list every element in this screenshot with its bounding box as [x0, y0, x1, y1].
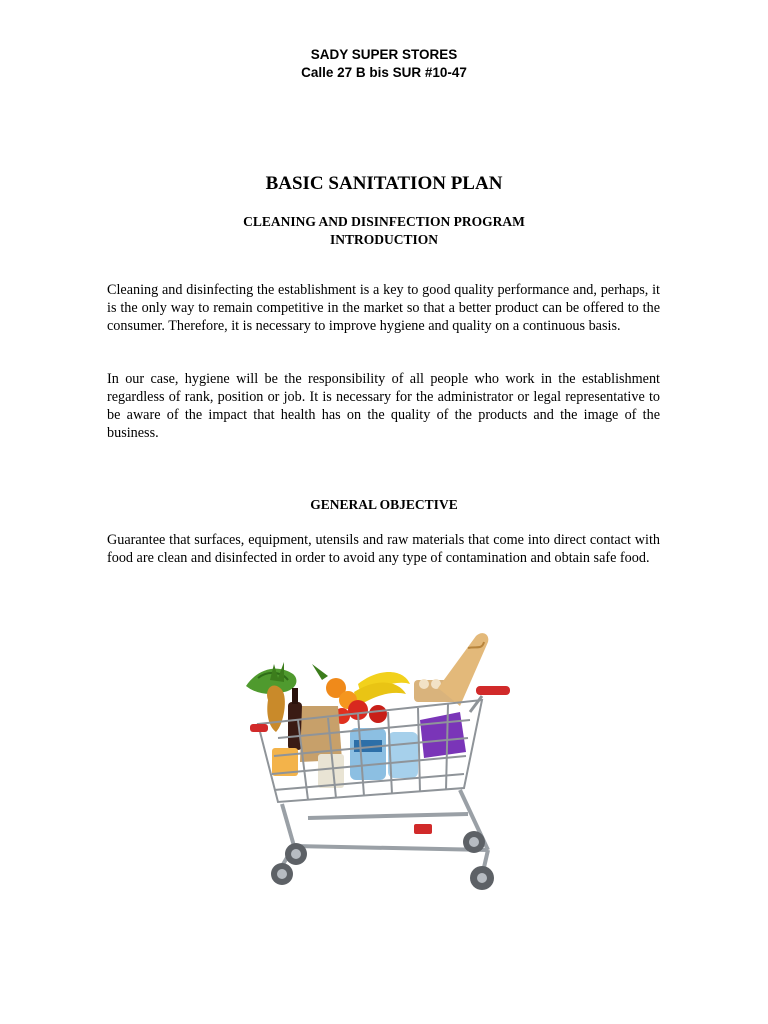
shopping-cart-with-groceries-icon — [238, 628, 518, 898]
intro-paragraph-1: Cleaning and disinfecting the establishment is a key to good quality performance and, perhaps, it is the only way to remain competitive in the market so that a better product can be offered to the consumer. Therefore, it is necessary to improve hygiene and quality on a continuous basis. — [107, 282, 660, 334]
shopping-cart-image — [238, 628, 518, 898]
introduction-heading: INTRODUCTION — [329, 232, 438, 247]
document-title: BASIC SANITATION PLAN — [265, 173, 503, 194]
store-address: Calle 27 B bis SUR #10-47 — [301, 65, 467, 80]
store-name: SADY SUPER STORES — [310, 47, 458, 62]
program-heading: CLEANING AND DISINFECTION PROGRAM — [243, 214, 525, 229]
objective-heading: GENERAL OBJECTIVE — [310, 497, 458, 512]
objective-paragraph: Guarantee that surfaces, equipment, utensils and raw materials that come into direct contact with food are clean and disinfected in order to avoid any type of contamination and obtain safe food. — [107, 532, 660, 566]
intro-paragraph-2: In our case, hygiene will be the responsibility of all people who work in the establishment regardless of rank, position or job. It is necessary for the administrator or legal representative to be aware of the impact that health has on the quality of the products and the image of the business. — [107, 371, 660, 441]
